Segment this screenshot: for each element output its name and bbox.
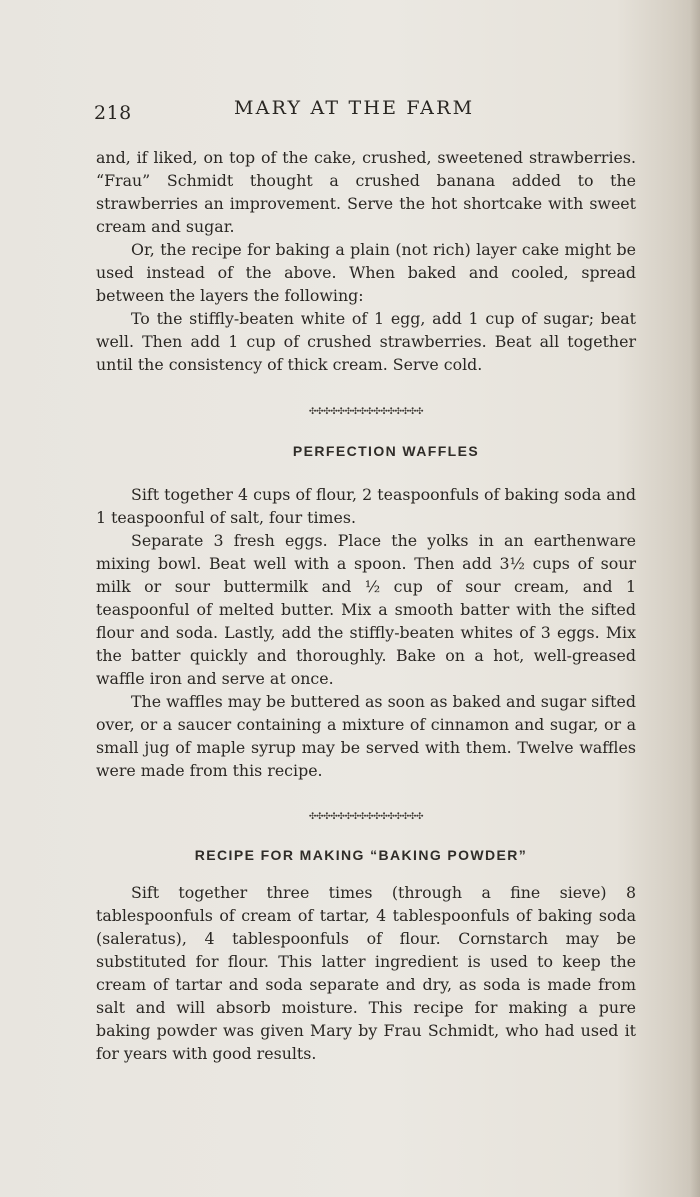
ornamental-divider: ✣✣✣✣✣✣✣✣✣✣✣✣✣✣✣✣: [308, 407, 424, 417]
waffles-recipe-text: [96, 483, 636, 782]
page-number: 218: [94, 102, 132, 124]
section-heading-baking-powder: RECIPE FOR MAKING “BAKING POWDER”: [194, 847, 528, 863]
paragraph: Separate 3 fresh eggs. Place the yolks in an earthenware mixing bowl. Beat well with a spoon. Then add 3½ cups of sour milk or sour buttermilk and ½ cup of sour cream, and 1 teaspoonful of melted butter. Mix a smooth batter with the sifted flour and soda. Lastly, add the stiffly-beaten whites of 3 eggs. Mix the batter quickly and thoroughly. Bake on a hot, well-greased waffle iron and serve at once.: [96, 531, 636, 688]
page-edge-shadow: [690, 0, 700, 1197]
paragraph: Sift together 4 cups of flour, 2 teaspoonfuls of baking soda and 1 teaspoonful of salt, four times.: [96, 485, 636, 527]
strawberry-continuation-text: [96, 146, 636, 376]
paragraph: To the stiffly-beaten white of 1 egg, add 1 cup of sugar; beat well. Then add 1 cup of crushed strawberries. Beat all together until the consistency of thick cream. Serve cold.: [96, 309, 636, 374]
page-header: [94, 94, 634, 124]
paragraph: and, if liked, on top of the cake, crushed, sweetened strawberries. “Frau” Schmidt thought a crushed banana added to the strawberries an improvement. Serve the hot shortcake with sweet cream and sugar.: [96, 148, 636, 236]
paragraph: Sift together three times (through a fine sieve) 8 tablespoonfuls of cream of tartar, 4 tablespoonfuls of baking soda (saleratus), 4 tablespoonfuls of flour. Cornstarch may be substituted for flour. This latter ingredient is used to keep the cream of tartar and soda separate and dry, as soda is made from salt and will absorb moisture. This recipe for making a pure baking powder was given Mary by Frau Schmidt, who had used it for years with good results.: [96, 883, 636, 1063]
paragraph: The waffles may be buttered as soon as baked and sugar sifted over, or a saucer containing a mixture of cinnamon and sugar, or a small jug of maple syrup may be served with them. Twelve waffles were made from this recipe.: [96, 692, 636, 780]
section-heading-waffles: PERFECTION WAFFLES: [292, 443, 480, 459]
running-title: MARY AT THE FARM: [234, 97, 475, 119]
paragraph: Or, the recipe for baking a plain (not rich) layer cake might be used instead of the above. When baked and cooled, spread between the layers the following:: [96, 240, 636, 305]
ornamental-divider: ✣✣✣✣✣✣✣✣✣✣✣✣✣✣✣✣: [308, 812, 424, 822]
baking-powder-recipe-text: [96, 881, 636, 1065]
